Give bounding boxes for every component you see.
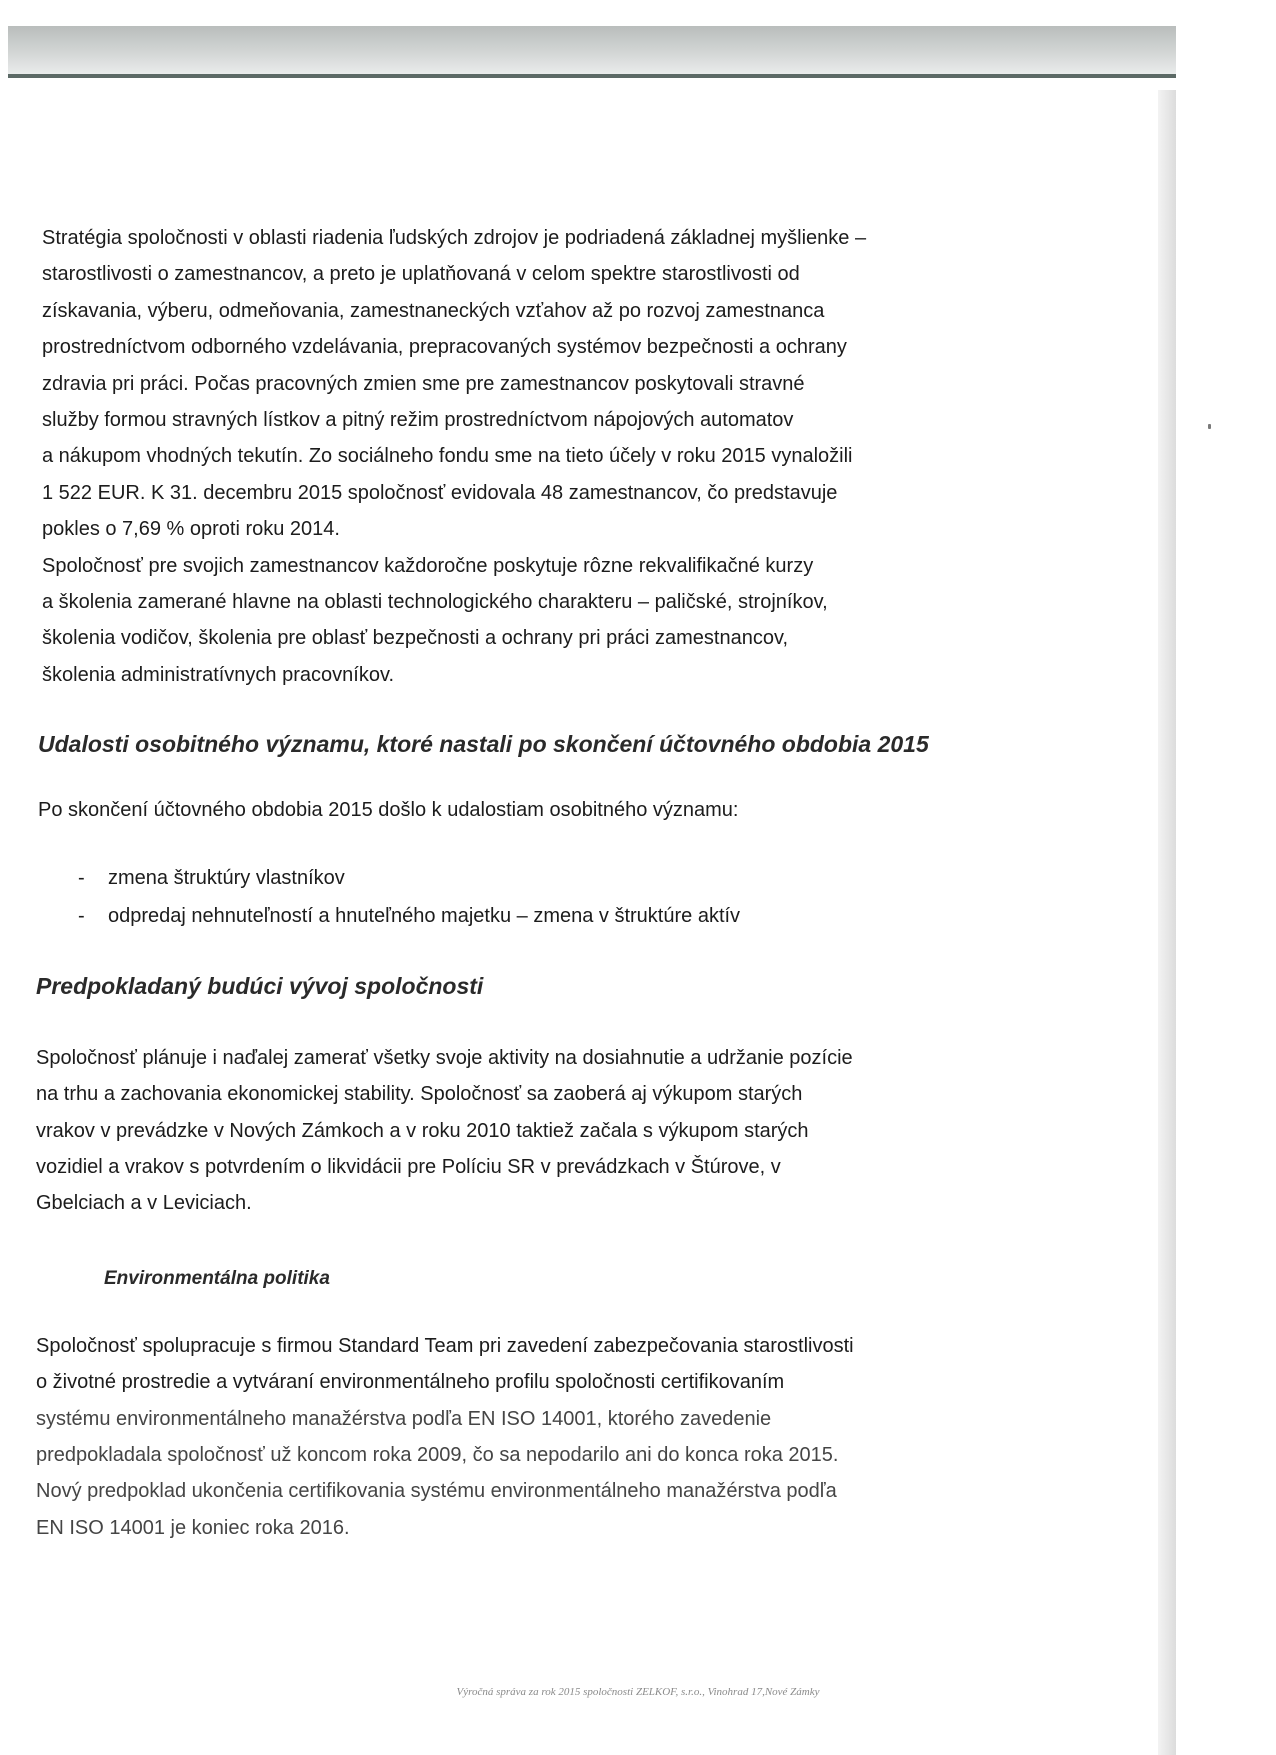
text-line: Spoločnosť plánuje i naďalej zamerať všetky svoje aktivity na dosiahnutie a udržanie pozície <box>36 1046 853 1069</box>
list-item <box>42 897 1052 935</box>
text-line: na trhu a zachovania ekonomickej stability. Spoločnosť sa zaoberá aj výkupom starých <box>36 1083 803 1106</box>
text-line: školenia vodičov, školenia pre oblasť bezpečnosti a ochrany pri práci zamestnancov, <box>42 627 789 650</box>
text-line: Stratégia spoločnosti v oblasti riadenia ľudských zdrojov je podriadená základnej myšlienke – <box>42 227 867 249</box>
list-item-text: odpredaj nehnuteľností a hnuteľného majetku – zmena v štruktúre aktív <box>108 904 741 927</box>
text-line: Gbelciach a v Leviciach. <box>36 1192 252 1215</box>
scan-speck <box>1208 424 1211 429</box>
section-heading-future: Predpokladaný budúci vývoj spoločnosti <box>36 972 484 999</box>
text-line: školenia administratívnych pracovníkov. <box>42 663 395 686</box>
paragraph-hr <box>42 220 1052 548</box>
section-heading-events: Udalosti osobitného významu, ktoré nastali po skončení účtovného obdobia 2015 <box>38 731 929 758</box>
text-line: vozidiel a vrakov s potvrdením o likvidácii pre Políciu SR v prevádzkach v Štúrove, v <box>36 1155 781 1178</box>
text-line: prostredníctvom odborného vzdelávania, prepracovaných systémov bezpečnosti a ochrany <box>42 336 847 359</box>
scan-top-margin <box>0 0 1276 26</box>
text-line: Spoločnosť pre svojich zamestnancov každoročne poskytuje rôzne rekvalifikačné kurzy <box>42 554 814 577</box>
document-body <box>36 220 1052 1546</box>
list-item <box>42 859 1052 897</box>
bullet-dash: - <box>78 866 85 889</box>
paragraph-future <box>36 1040 1052 1222</box>
text-line: zdravia pri práci. Počas pracovných zmien sme pre zamestnancov poskytovali stravné <box>42 372 805 395</box>
list-item-text: zmena štruktúry vlastníkov <box>108 866 345 889</box>
text-line: Nový predpoklad ukončenia certifikovania systému environmentálneho manažérstva podľa <box>36 1480 837 1503</box>
text-line: o životné prostredie a vytváraní environmentálneho profilu spoločnosti certifikovaním <box>36 1371 785 1394</box>
text-line: získavania, výberu, odmeňovania, zamestnaneckých vzťahov až po rozvoj zamestnanca <box>42 299 825 322</box>
text-line: 1 522 EUR. K 31. decembru 2015 spoločnosť evidovala 48 zamestnancov, čo predstavuje <box>42 481 838 504</box>
paragraph-training <box>42 548 1052 694</box>
events-intro: Po skončení účtovného obdobia 2015 došlo k udalostiam osobitného významu: <box>38 799 739 822</box>
text-line: starostlivosti o zamestnancov, a preto je uplatňovaná v celom spektre starostlivosti od <box>42 263 800 286</box>
text-line: vrakov v prevádzke v Nových Zámkoch a v roku 2010 taktiež začala s výkupom starých <box>36 1119 809 1142</box>
text-line: predpokladala spoločnosť už koncom roka 2009, čo sa nepodarilo ani do konca roka 2015. <box>36 1443 839 1466</box>
paragraph-environment <box>36 1328 1052 1546</box>
text-line: služby formou stravných lístkov a pitný režim prostredníctvom nápojových automatov <box>42 409 794 432</box>
text-line: EN ISO 14001 je koniec roka 2016. <box>36 1516 350 1539</box>
text-line: a školenia zamerané hlavne na oblasti technologického charakteru – paličské, strojníkov, <box>42 591 828 614</box>
text-line: pokles o 7,69 % oproti roku 2014. <box>42 518 340 541</box>
events-list <box>42 859 1052 935</box>
page-footer: Výročná správa za rok 2015 spoločnosti ZELKOF, s.r.o., Vinohrad 17,Nové Zámky <box>456 1686 820 1698</box>
text-line: systému environmentálneho manažérstva podľa EN ISO 14001, ktorého zavedenie <box>36 1407 772 1430</box>
scan-page-edge <box>8 74 1176 78</box>
bullet-dash: - <box>78 904 85 927</box>
text-line: a nákupom vhodných tekutín. Zo sociálneho fondu sme na tieto účely v roku 2015 vynaložili <box>42 445 853 468</box>
text-line: Spoločnosť spolupracuje s firmou Standard Team pri zavedení zabezpečovania starostlivosti <box>36 1334 854 1357</box>
scan-right-edge <box>1158 90 1176 1755</box>
scan-shadow <box>8 26 1176 76</box>
section-heading-environment: Environmentálna politika <box>104 1267 330 1289</box>
